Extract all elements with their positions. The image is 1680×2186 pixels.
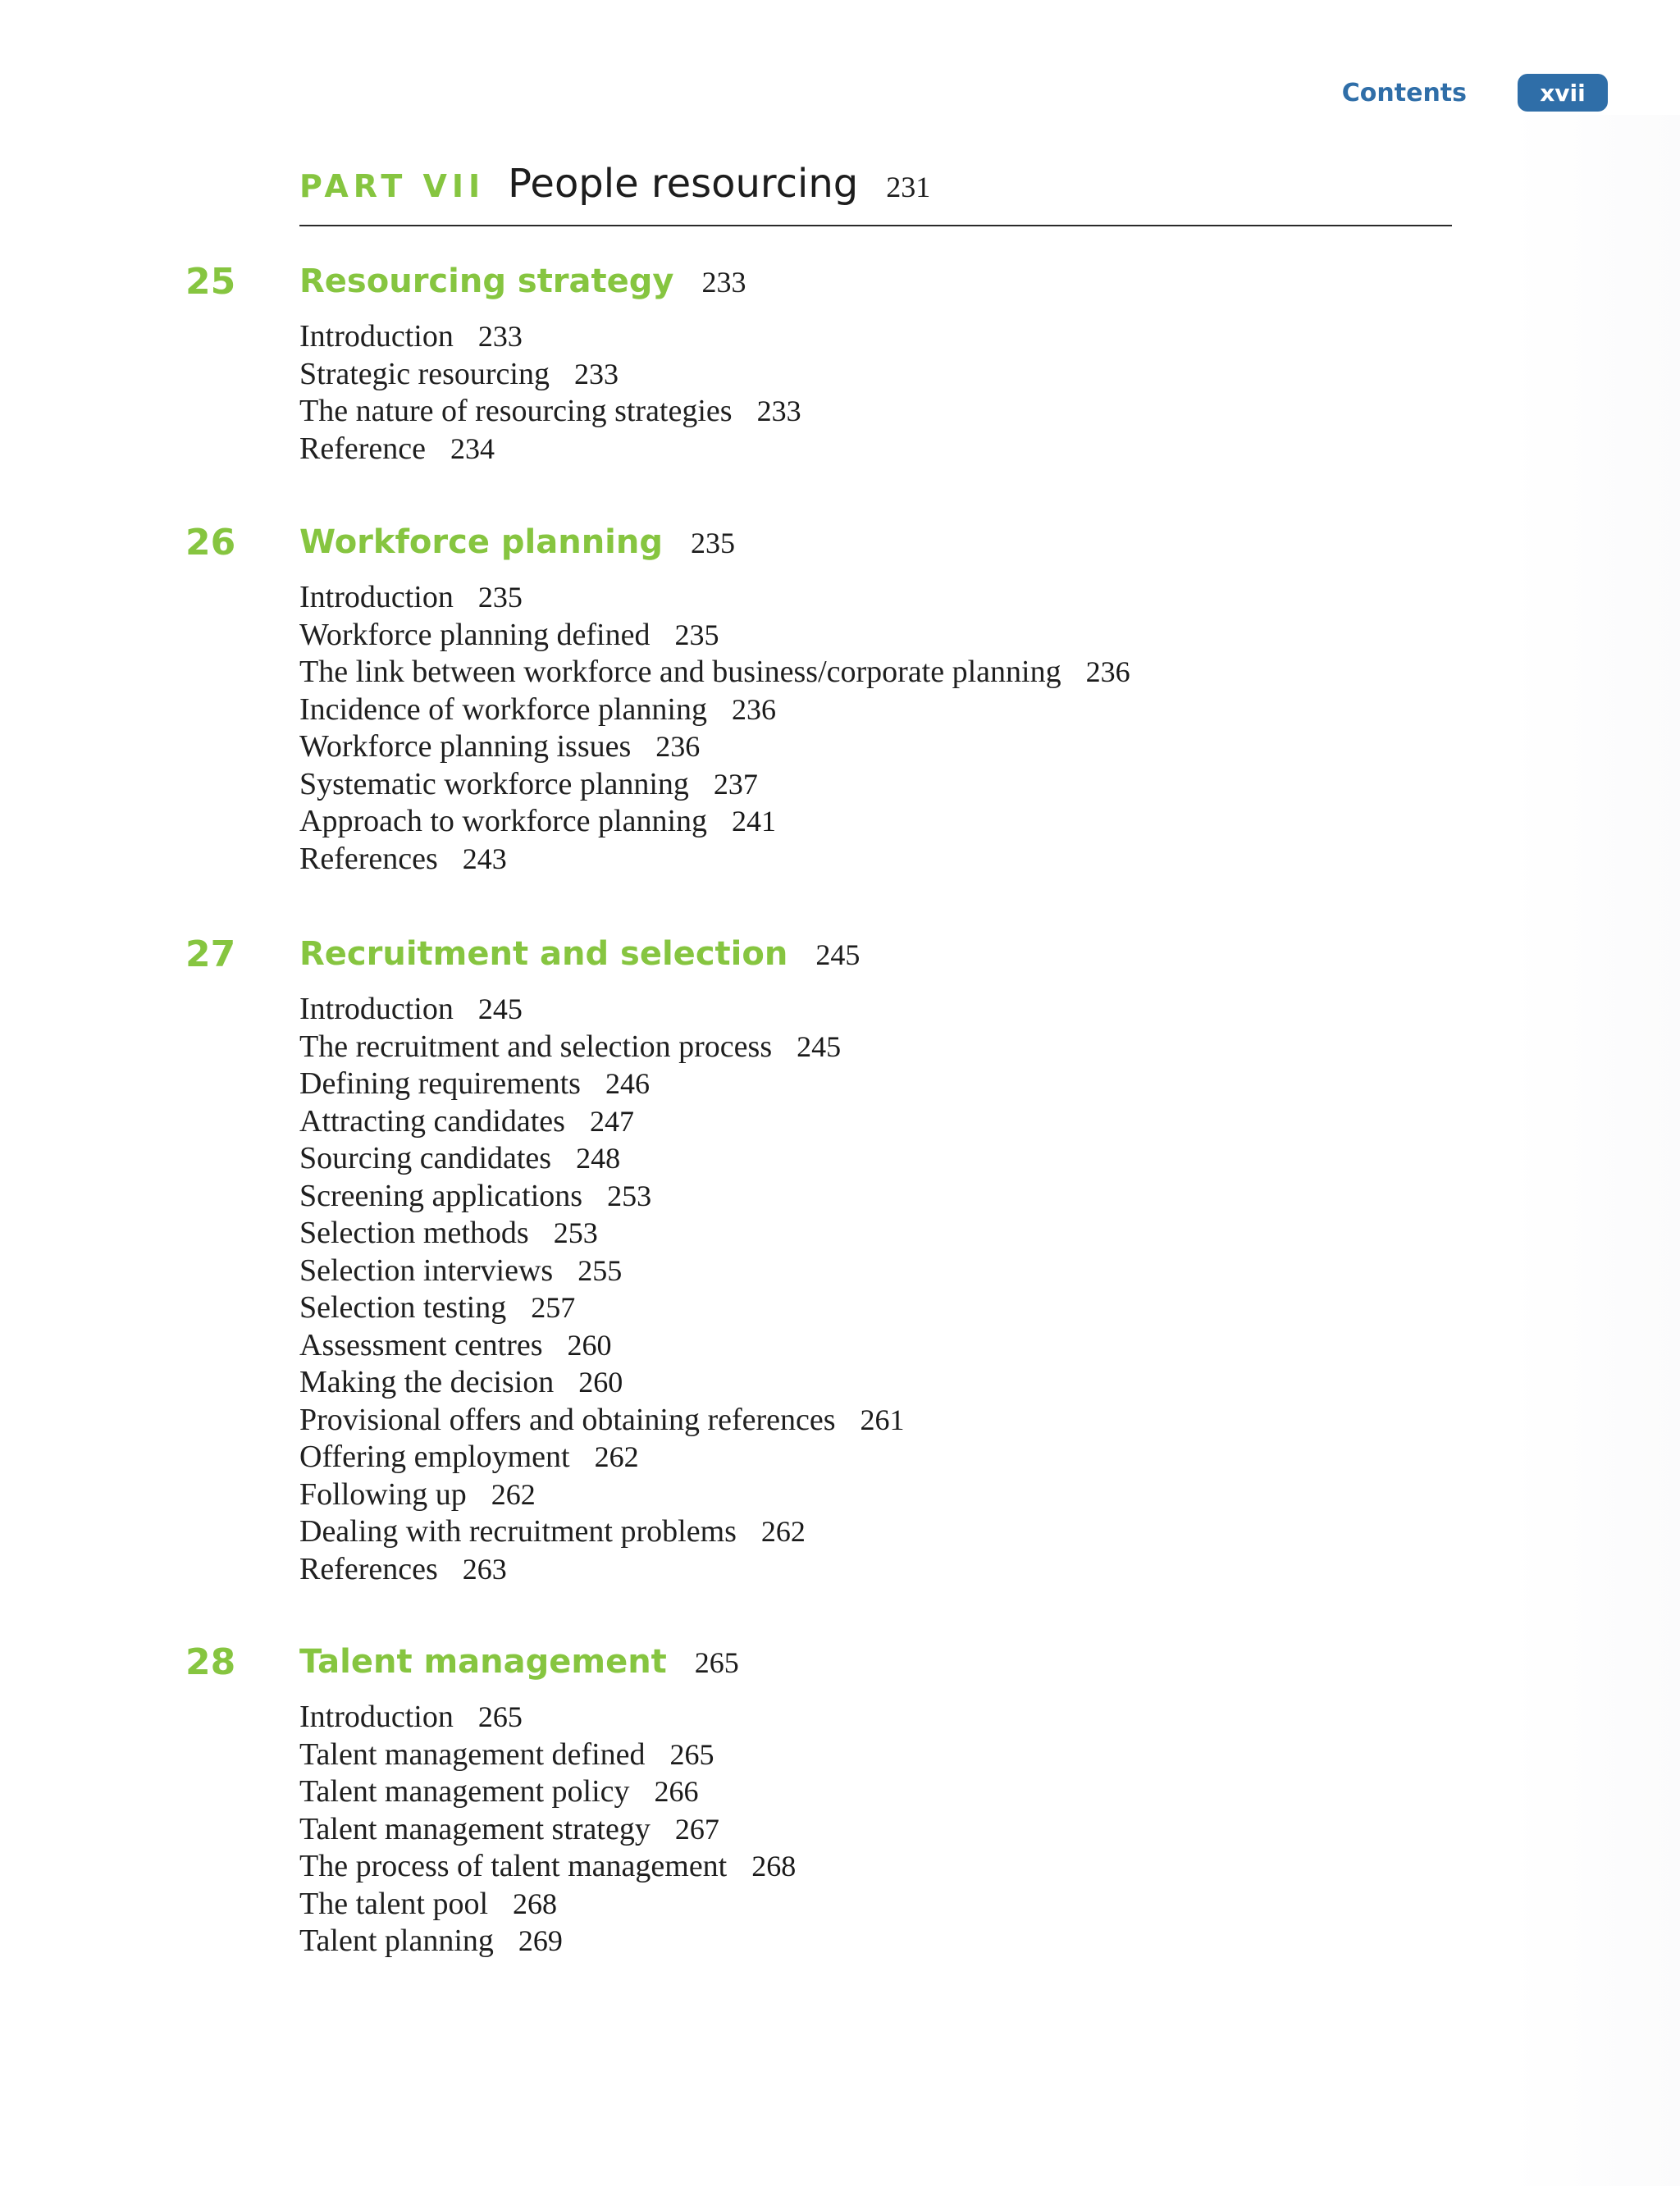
entry-page-number: 237 [713, 767, 758, 801]
part-title: People resourcing [508, 161, 859, 207]
chapter-heading[interactable] [299, 523, 735, 561]
entry-title: References [299, 841, 438, 876]
entry-page-number: 261 [860, 1403, 905, 1436]
chapter-title: Recruitment and selection [299, 935, 788, 973]
entry-page-number: 243 [462, 842, 507, 875]
chapter-page-number: 233 [701, 266, 746, 299]
entry-title: Introduction [299, 992, 454, 1026]
toc-entry[interactable] [299, 1140, 905, 1178]
entry-title: Attracting candidates [299, 1103, 565, 1139]
entry-title: Selection interviews [299, 1253, 554, 1288]
chapter-number: 25 [185, 261, 236, 303]
entry-page-number: 253 [553, 1216, 598, 1249]
chapter-page-number: 245 [815, 938, 861, 971]
toc-entry[interactable] [299, 1029, 905, 1066]
entry-title: The nature of resourcing strategies [299, 394, 733, 428]
entry-title: Assessment centres [299, 1327, 543, 1362]
entry-page-number: 255 [578, 1253, 623, 1287]
toc-entry[interactable] [299, 803, 1130, 841]
entry-title: Strategic resourcing [299, 356, 550, 391]
toc-entry[interactable] [299, 1327, 905, 1365]
entry-page-number: 262 [491, 1477, 536, 1511]
chapter-heading[interactable] [299, 1643, 739, 1681]
entry-page-number: 260 [567, 1328, 612, 1362]
entry-page-number: 241 [732, 805, 777, 837]
entry-title: Talent management policy [299, 1774, 630, 1809]
part-page-number: 231 [886, 171, 931, 203]
toc-entry[interactable] [299, 617, 1130, 655]
entry-title: Introduction [299, 319, 454, 354]
toc-entry[interactable] [299, 728, 1130, 766]
toc-entry[interactable] [299, 1402, 905, 1440]
chapter-entries [299, 318, 801, 468]
entry-page-number: 263 [462, 1552, 507, 1586]
entry-page-number: 235 [674, 618, 719, 651]
part-heading [299, 161, 1452, 226]
toc-entry[interactable] [299, 1736, 796, 1774]
entry-page-number: 233 [573, 357, 619, 390]
entry-page-number: 234 [450, 431, 495, 465]
entry-title: Provisional offers and obtaining references [299, 1402, 836, 1437]
chapter-entries [299, 579, 1130, 878]
entry-title: Workforce planning defined [299, 617, 651, 652]
entry-page-number: 236 [1085, 655, 1130, 688]
entry-title: The link between workforce and business/corporate planning [299, 655, 1061, 689]
toc-entry[interactable] [299, 318, 801, 356]
running-head-title: Contents [1341, 78, 1467, 107]
chapter-title: Resourcing strategy [299, 262, 674, 300]
chapter-number: 28 [185, 1641, 236, 1683]
entry-title: Defining requirements [299, 1066, 581, 1101]
entry-title: Introduction [299, 1700, 454, 1734]
entry-page-number: 253 [607, 1179, 652, 1212]
toc-entry[interactable] [299, 1923, 796, 1960]
toc-entry[interactable] [299, 1551, 905, 1589]
toc-entry[interactable] [299, 654, 1130, 691]
entry-page-number: 268 [751, 1850, 797, 1883]
entry-page-number: 245 [477, 993, 523, 1025]
entry-title: Offering employment [299, 1440, 570, 1474]
entry-title: Workforce planning issues [299, 729, 632, 764]
entry-page-number: 236 [655, 730, 701, 763]
chapter-title: Talent management [299, 1643, 667, 1681]
entry-page-number: 247 [589, 1104, 634, 1138]
entry-title: Selection testing [299, 1290, 507, 1325]
entry-title: The process of talent management [299, 1849, 728, 1883]
entry-page-number: 233 [756, 395, 801, 427]
entry-page-number: 269 [518, 1924, 563, 1957]
running-head [1312, 74, 1608, 112]
toc-entry[interactable] [299, 1848, 796, 1886]
entry-page-number: 265 [477, 1700, 523, 1733]
entry-title: References [299, 1551, 438, 1586]
toc-entry[interactable] [299, 1215, 905, 1253]
entry-page-number: 245 [797, 1029, 842, 1063]
toc-entry[interactable] [299, 766, 1130, 804]
entry-page-number: 268 [513, 1887, 558, 1920]
entry-page-number: 246 [605, 1067, 650, 1100]
entry-title: The recruitment and selection process [299, 1029, 773, 1064]
entry-title: Talent planning [299, 1924, 494, 1958]
toc-entry[interactable] [299, 1364, 905, 1402]
entry-title: Screening applications [299, 1178, 583, 1213]
entry-page-number: 267 [674, 1812, 719, 1846]
entry-title: Following up [299, 1476, 467, 1512]
chapter-page-number: 265 [694, 1646, 739, 1679]
toc-entry[interactable] [299, 1066, 905, 1103]
entry-page-number: 262 [594, 1440, 639, 1473]
toc-entry[interactable] [299, 841, 1130, 879]
toc-entry[interactable] [299, 1476, 905, 1514]
entry-title: Reference [299, 431, 426, 466]
entry-page-number: 265 [669, 1737, 714, 1771]
entry-page-number: 233 [477, 320, 523, 353]
toc-entry[interactable] [299, 1886, 796, 1924]
entry-title: Introduction [299, 580, 454, 614]
page-edge-shade [1509, 115, 1680, 2186]
entry-page-number: 260 [578, 1366, 623, 1399]
toc-entry[interactable] [299, 431, 801, 468]
entry-title: Dealing with recruitment problems [299, 1514, 737, 1549]
toc-entry[interactable] [299, 356, 801, 394]
chapter-heading[interactable] [299, 935, 860, 973]
toc-entry[interactable] [299, 1811, 796, 1849]
entry-page-number: 236 [731, 692, 776, 726]
toc-entry[interactable] [299, 393, 801, 431]
toc-entry[interactable] [299, 991, 905, 1029]
entry-title: Systematic workforce planning [299, 766, 689, 801]
toc-entry[interactable] [299, 1178, 905, 1216]
toc-entry[interactable] [299, 579, 1130, 617]
toc-entry[interactable] [299, 1773, 796, 1811]
entry-title: Making the decision [299, 1365, 555, 1399]
entry-title: Sourcing candidates [299, 1141, 552, 1175]
toc-entry[interactable] [299, 1289, 905, 1327]
page-number-badge: xvii [1518, 74, 1608, 112]
chapter-entries [299, 991, 905, 1588]
toc-entry[interactable] [299, 1253, 905, 1290]
chapter-heading[interactable] [299, 262, 746, 300]
entry-title: Incidence of workforce planning [299, 691, 707, 727]
entry-page-number: 248 [576, 1142, 621, 1175]
entry-title: Approach to workforce planning [299, 804, 708, 838]
chapter-entries [299, 1699, 796, 1960]
entry-page-number: 262 [760, 1515, 806, 1548]
toc-entry[interactable] [299, 1439, 905, 1476]
entry-title: The talent pool [299, 1886, 489, 1921]
entry-page-number: 235 [477, 581, 523, 614]
part-label: PART VII [299, 168, 486, 204]
toc-entry[interactable] [299, 691, 1130, 729]
toc-entry[interactable] [299, 1513, 905, 1551]
entry-page-number: 266 [654, 1775, 699, 1808]
entry-title: Talent management strategy [299, 1811, 651, 1846]
entry-title: Talent management defined [299, 1736, 646, 1772]
chapter-number: 27 [185, 933, 236, 975]
chapter-number: 26 [185, 522, 236, 564]
chapter-page-number: 235 [691, 527, 735, 559]
entry-page-number: 257 [531, 1291, 576, 1324]
toc-entry[interactable] [299, 1699, 796, 1736]
chapter-title: Workforce planning [299, 523, 663, 561]
entry-title: Selection methods [299, 1216, 529, 1250]
toc-entry[interactable] [299, 1103, 905, 1141]
